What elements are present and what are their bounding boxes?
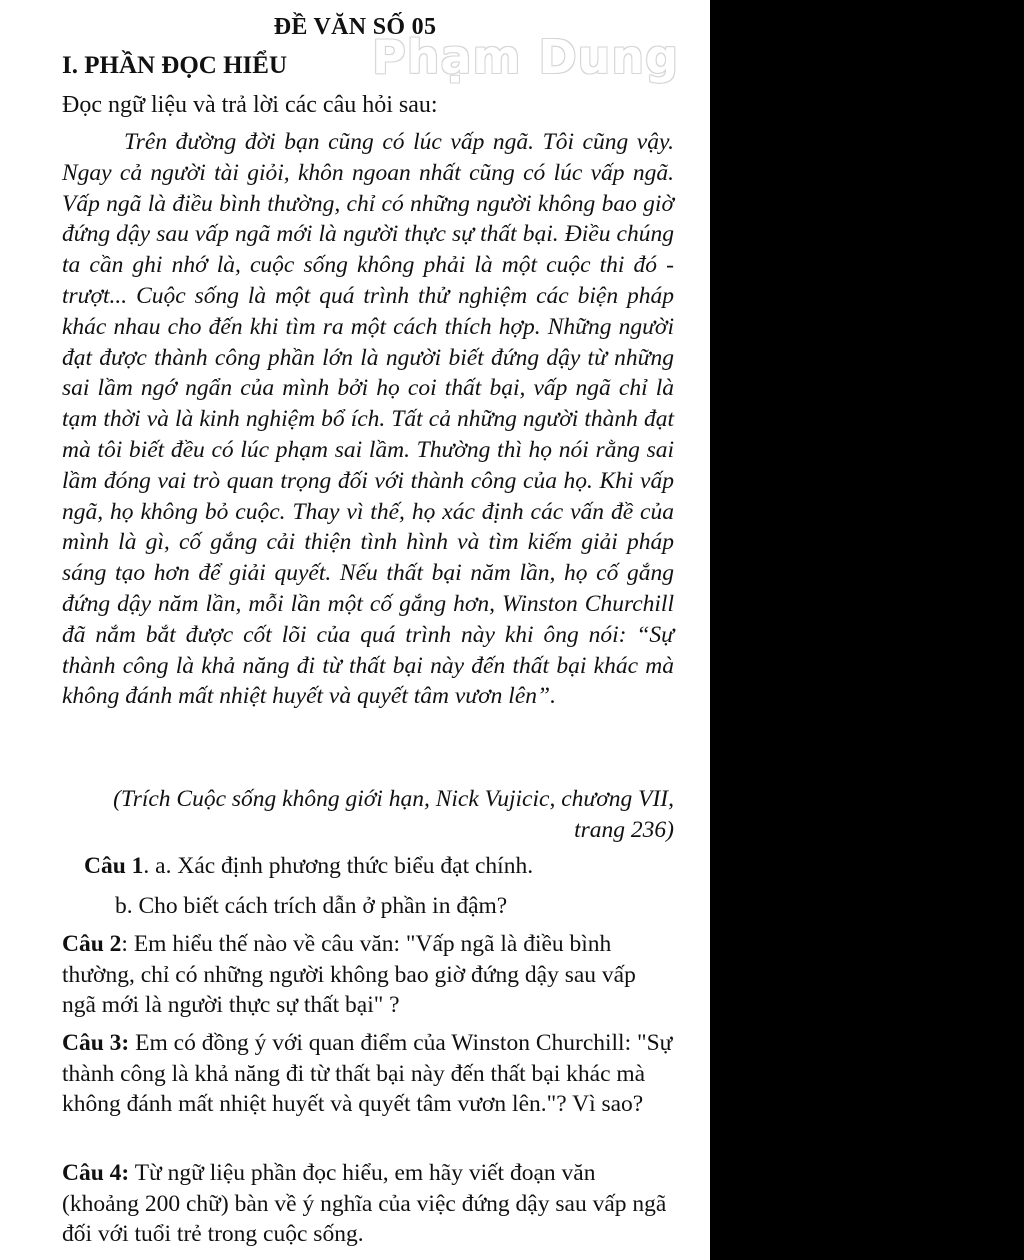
question-label: Câu 1 bbox=[84, 853, 144, 879]
question-text: . a. Xác định phương thức biểu đạt chính. bbox=[143, 853, 534, 879]
question-label: Câu 3: bbox=[62, 1030, 130, 1056]
question-text: : Em hiểu thế nào về câu văn: "Vấp ngã là điều bình thường, chỉ có những người không bao giờ đứng dậy sau vấp ngã mới là người thực sự thất bại" ? bbox=[62, 931, 636, 1018]
question-label: Câu 4: bbox=[62, 1160, 130, 1186]
question-text: Từ ngữ liệu phần đọc hiểu, em hãy viết đoạn văn (khoảng 200 chữ) bàn về ý nghĩa của việc đứng dậy sau vấp ngã đối với tuổi trẻ trong cuộc sống. bbox=[62, 1160, 667, 1247]
question-1b bbox=[115, 891, 710, 922]
citation: (Trích Cuộc sống không giới hạn, Nick Vujicic, chương VII, trang 236) bbox=[113, 786, 674, 843]
question-text: b. Cho biết cách trích dẫn ở phần in đậm? bbox=[115, 893, 508, 919]
watermark: Phạm Dung bbox=[372, 30, 680, 84]
question-label: Câu 2 bbox=[62, 931, 122, 957]
exam-title: ĐỀ VĂN SỐ 05 bbox=[273, 14, 437, 40]
instruction-text: Đọc ngữ liệu và trả lời các câu hỏi sau: bbox=[62, 92, 438, 118]
section-heading: I. PHẦN ĐỌC HIỂU bbox=[62, 52, 288, 79]
reading-passage: Trên đường đời bạn cũng có lúc vấp ngã. Tôi cũng vậy. Ngay cả người tài giỏi, khôn ngoan nhất cũng có lúc vấp ngã. Vấp ngã là điều bình thường, chỉ có những người không bao giờ đứng dậy sau vấp ngã mới là người thực sự thất bại. Điều chúng ta cần ghi nhớ là, cuộc sống không phải là một cuộc thi đó - trượt... Cuộc sống là một quá trình thử nghiệm các biện pháp khác nhau cho đến khi tìm ra một cách thích hợp. Những người đạt được thành công phần lớn là người biết đứng dậy từ những sai lầm ngớ ngẩn của mình bởi họ coi thất bại, vấp ngã chỉ là tạm thời và là kinh nghiệm bổ ích. Tất cả những người thành đạt mà tôi biết đều có lúc phạm sai lầm. Thường thì họ nói rằng sai lầm đóng vai trò quan trọng đối với thành công của họ. Khi vấp ngã, họ không bỏ cuộc. Thay vì thế, họ xác định các vấn đề của mình là gì, cố gắng cải thiện tình hình và tìm kiếm giải pháp sáng tạo hơn để giải quyết. Nếu thất bại năm lần, họ cố gắng đứng dậy năm lần, mỗi lần một cố gắng hơn, Winston Churchill đã nắm bắt được cốt lõi của quá trình này khi ông nói: “Sự thành công là khả năng đi từ thất bại này đến thất bại khác mà không đánh mất nhiệt huyết và quyết tâm vươn lên”. bbox=[62, 129, 674, 710]
question-4 bbox=[62, 1158, 674, 1250]
question-1a bbox=[84, 851, 696, 882]
question-2 bbox=[62, 929, 674, 1021]
question-text: Em có đồng ý với quan điểm của Winston Churchill: "Sự thành công là khả năng đi từ thất bại này đến thất bại khác mà không đánh mất nhiệt huyết và quyết tâm vươn lên."? Vì sao? bbox=[62, 1030, 673, 1117]
question-3 bbox=[62, 1028, 674, 1120]
